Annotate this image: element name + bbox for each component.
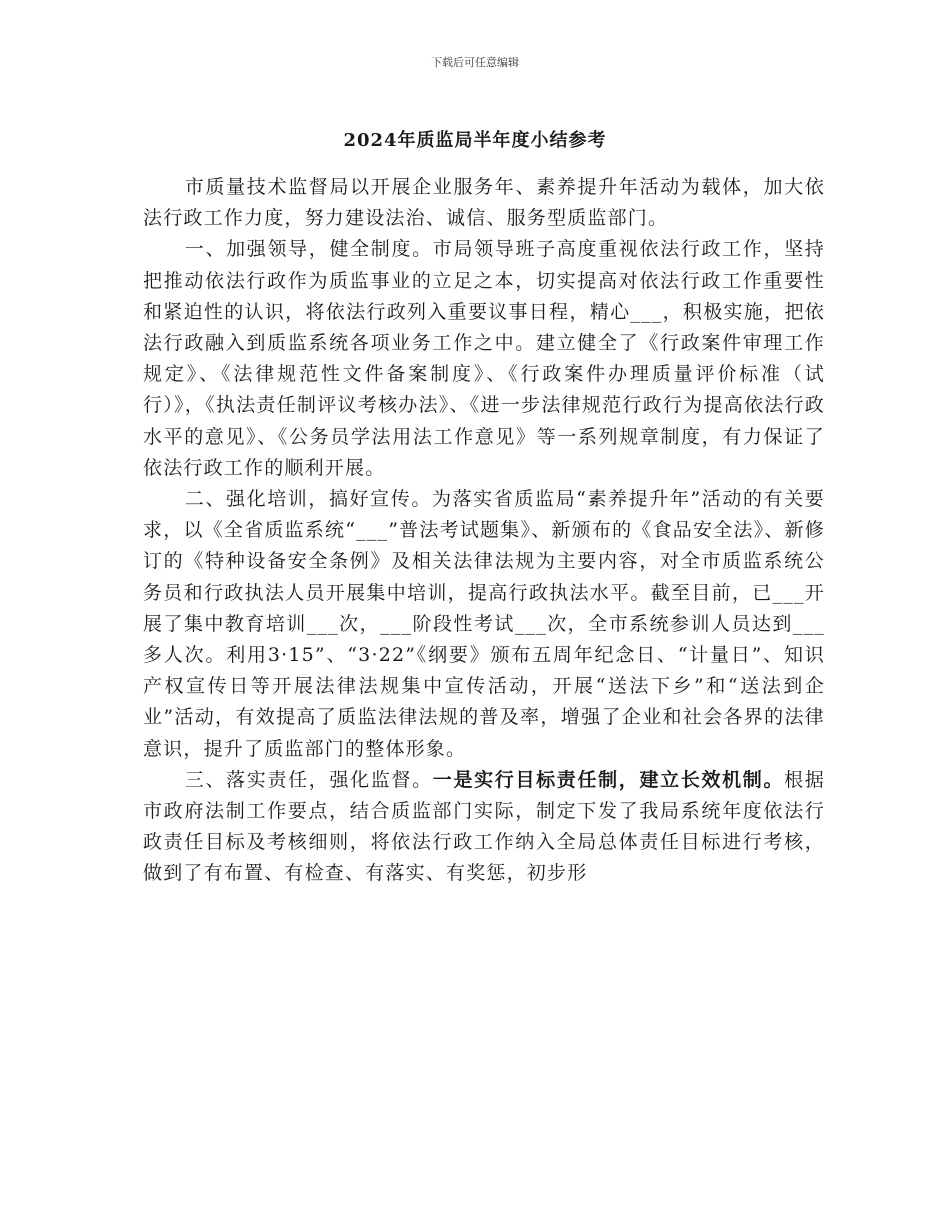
paragraph-section-2: 二、强化培训，搞好宣传。为落实省质监局“素养提升年”活动的有关要求，以《全省质监系统“___”普法考试题集》、新颁布的《食品安全法》、新修订的《特种设备安全条例》及相关法律法规为主要内容，对全市质监系统公务员和行政执法人员开展集中培训，提高行政执法水平。截至目前，已___开展了集中教育培训___次，___阶段性考试___次，全市系统参训人员达到___多人次。利用3·15”、“3·22”《纲要》颁布五周年纪念日、“计量日”、知识产权宣传日等开展法律法规集中宣传活动，开展“送法下乡”和“送法到企业”活动，有效提高了质监法律法规的普及率，增强了企业和社会各界的法律意识，提升了质监部门的整体形象。 [143, 488, 825, 760]
section-3-lead: 三、落实责任，强化监督。 [184, 768, 433, 791]
header-note: 下载后可任意编辑 [431, 56, 519, 69]
section-3-bold-point: 一是实行目标责任制，建立长效机制。 [432, 768, 785, 791]
document-body [143, 172, 825, 890]
paragraph-section-3 [143, 765, 825, 890]
section-3-text: 根据市政府法制工作要点，结合质监部门实际，制定下发了我局系统年度依法行政责任目标及考核细则，将依法行政工作纳入全局总体责任目标进行考核，做到了有布置、有检查、有落实、有奖惩，初步形 [143, 768, 825, 885]
paragraph-intro: 市质量技术监督局以开展企业服务年、素养提升年活动为载体，加大依法行政工作力度，努力建设法治、诚信、服务型质监部门。 [143, 176, 825, 230]
paragraph-section-1: 一、加强领导，健全制度。市局领导班子高度重视依法行政工作，坚持把推动依法行政作为质监事业的立足之本，切实提高对依法行政工作重要性和紧迫性的认识，将依法行政列入重要议事日程，精心___，积极实施，把依法行政融入到质监系统各项业务工作之中。建立健全了《行政案件审理工作规定》、《法律规范性文件备案制度》、《行政案件办理质量评价标准（试行）》，《执法责任制评议考核办法》、《进一步法律规范行政行为提高依法行政水平的意见》、《公务员学法用法工作意见》等一系列规章制度，有力保证了依法行政工作的顺利开展。 [143, 238, 825, 479]
document-title: 2024年质监局半年度小结参考 [343, 130, 607, 151]
